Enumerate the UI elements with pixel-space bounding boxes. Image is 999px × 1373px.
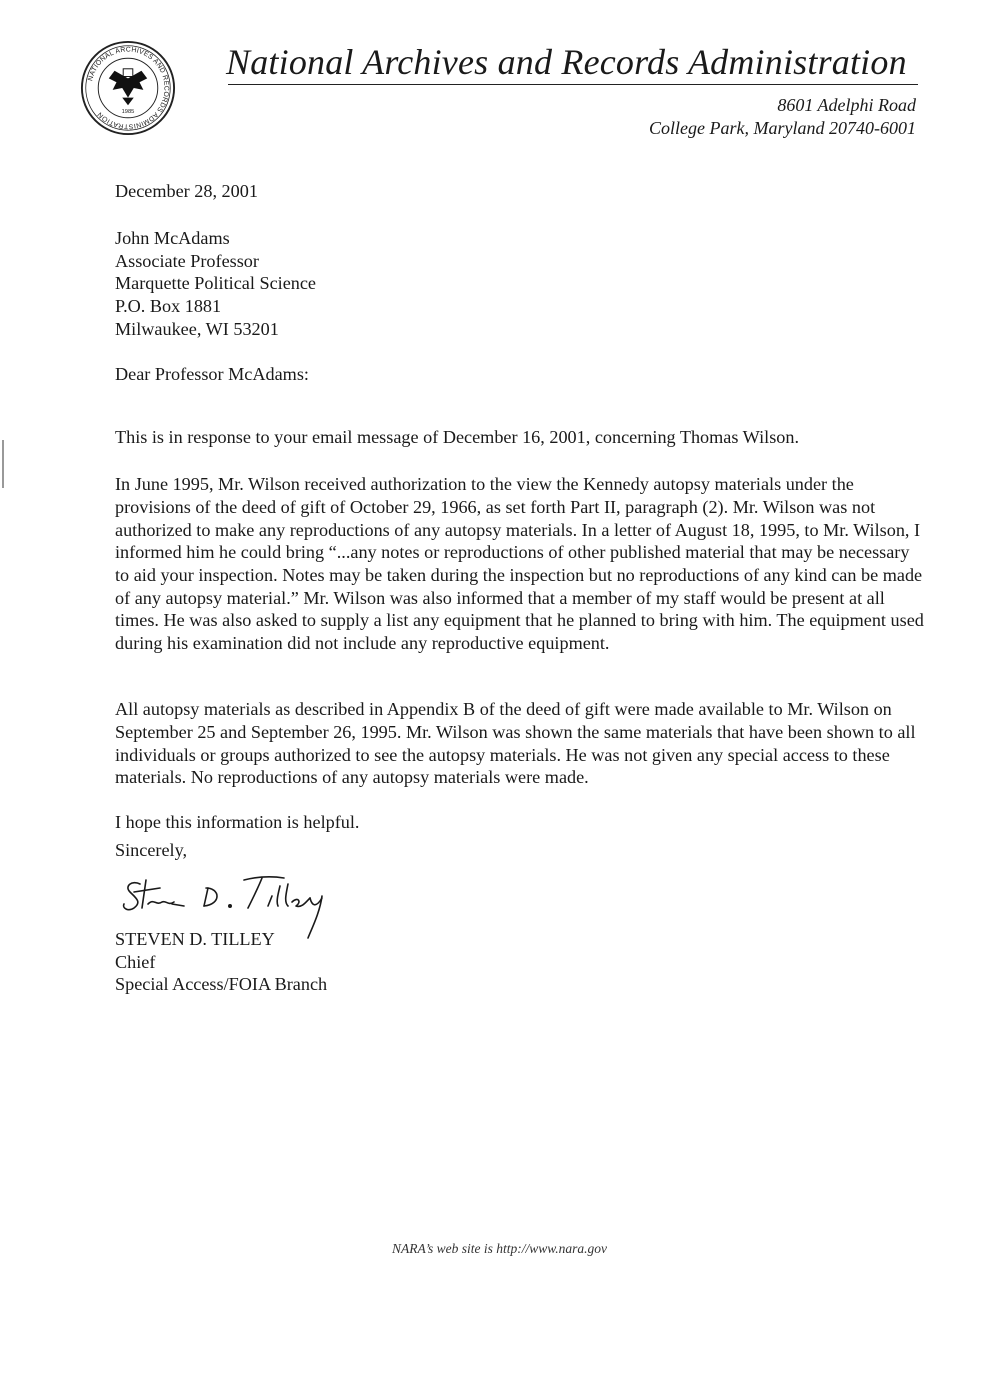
scan-margin-mark — [2, 440, 4, 488]
organization-name: National Archives and Records Administration — [226, 42, 907, 82]
signature-text: Steven D. Tilley — [112, 862, 119, 863]
paragraph-1: This is in response to your email message of December 16, 2001, concerning Thomas Wilson. — [115, 427, 800, 448]
address-city: College Park, Maryland 20740-6001 — [649, 118, 916, 138]
nara-seal-icon — [80, 40, 176, 136]
recipient-name: John McAdams — [115, 228, 230, 248]
salutation: Dear Professor McAdams: — [115, 364, 309, 384]
paragraph-3: All autopsy materials as described in Appendix B of the deed of gift were made available to Mr. Wilson on September 25 and September 26, 1995. Mr. Wilson was shown the same materials that have been shown to all individuals or groups authorized to see the autopsy materials. He was not given any special access to these materials. No reproductions of any autopsy materials were made. — [115, 699, 916, 788]
return-address — [649, 94, 916, 140]
address-street: 8601 Adelphi Road — [777, 95, 916, 115]
header-divider — [228, 84, 918, 85]
signer-title: Chief — [115, 951, 156, 972]
recipient-box: P.O. Box 1881 — [115, 296, 222, 317]
seal-year: 1985 — [121, 108, 135, 115]
footer-web-site: NARA’s web site is http://www.nara.gov — [391, 1241, 607, 1256]
recipient-department: Marquette Political Science — [115, 273, 317, 294]
signer-branch: Special Access/FOIA Branch — [115, 974, 328, 995]
paragraph-4: I hope this information is helpful. — [115, 812, 360, 833]
seal-ring-text: NATIONAL ARCHIVES AND RECORDS ADMINISTRATION — [87, 46, 170, 130]
recipient-city: Milwaukee, WI 53201 — [115, 318, 279, 339]
paragraph-2: In June 1995, Mr. Wilson received authorization to the view the Kennedy autopsy materials under the provisions of the deed of gift of October 29, 1966, as set forth Part II, paragraph (2). Mr. Wilson was not authorized to make any reproductions of any autopsy materials. In a letter of August 18, 1995, to Mr. Wilson, I informed him he could bring “...any notes or reproductions of other published material that may be necessary to aid your inspection. Notes may be taken during the inspection but no reproductions of any kind can be made of any autopsy material.” Mr. Wilson was also informed that a member of my staff would be present at all times. He was also asked to supply a list any equipment that he planned to bring with him. The equipment used during his examination did not include any reproductive equipment. — [115, 474, 924, 654]
closing: Sincerely, — [115, 840, 188, 860]
recipient-title: Associate Professor — [115, 250, 259, 271]
signer-block — [115, 928, 925, 996]
letter-date: December 28, 2001 — [115, 181, 258, 201]
recipient-block — [115, 227, 925, 341]
signer-name: STEVEN D. TILLEY — [115, 929, 275, 949]
